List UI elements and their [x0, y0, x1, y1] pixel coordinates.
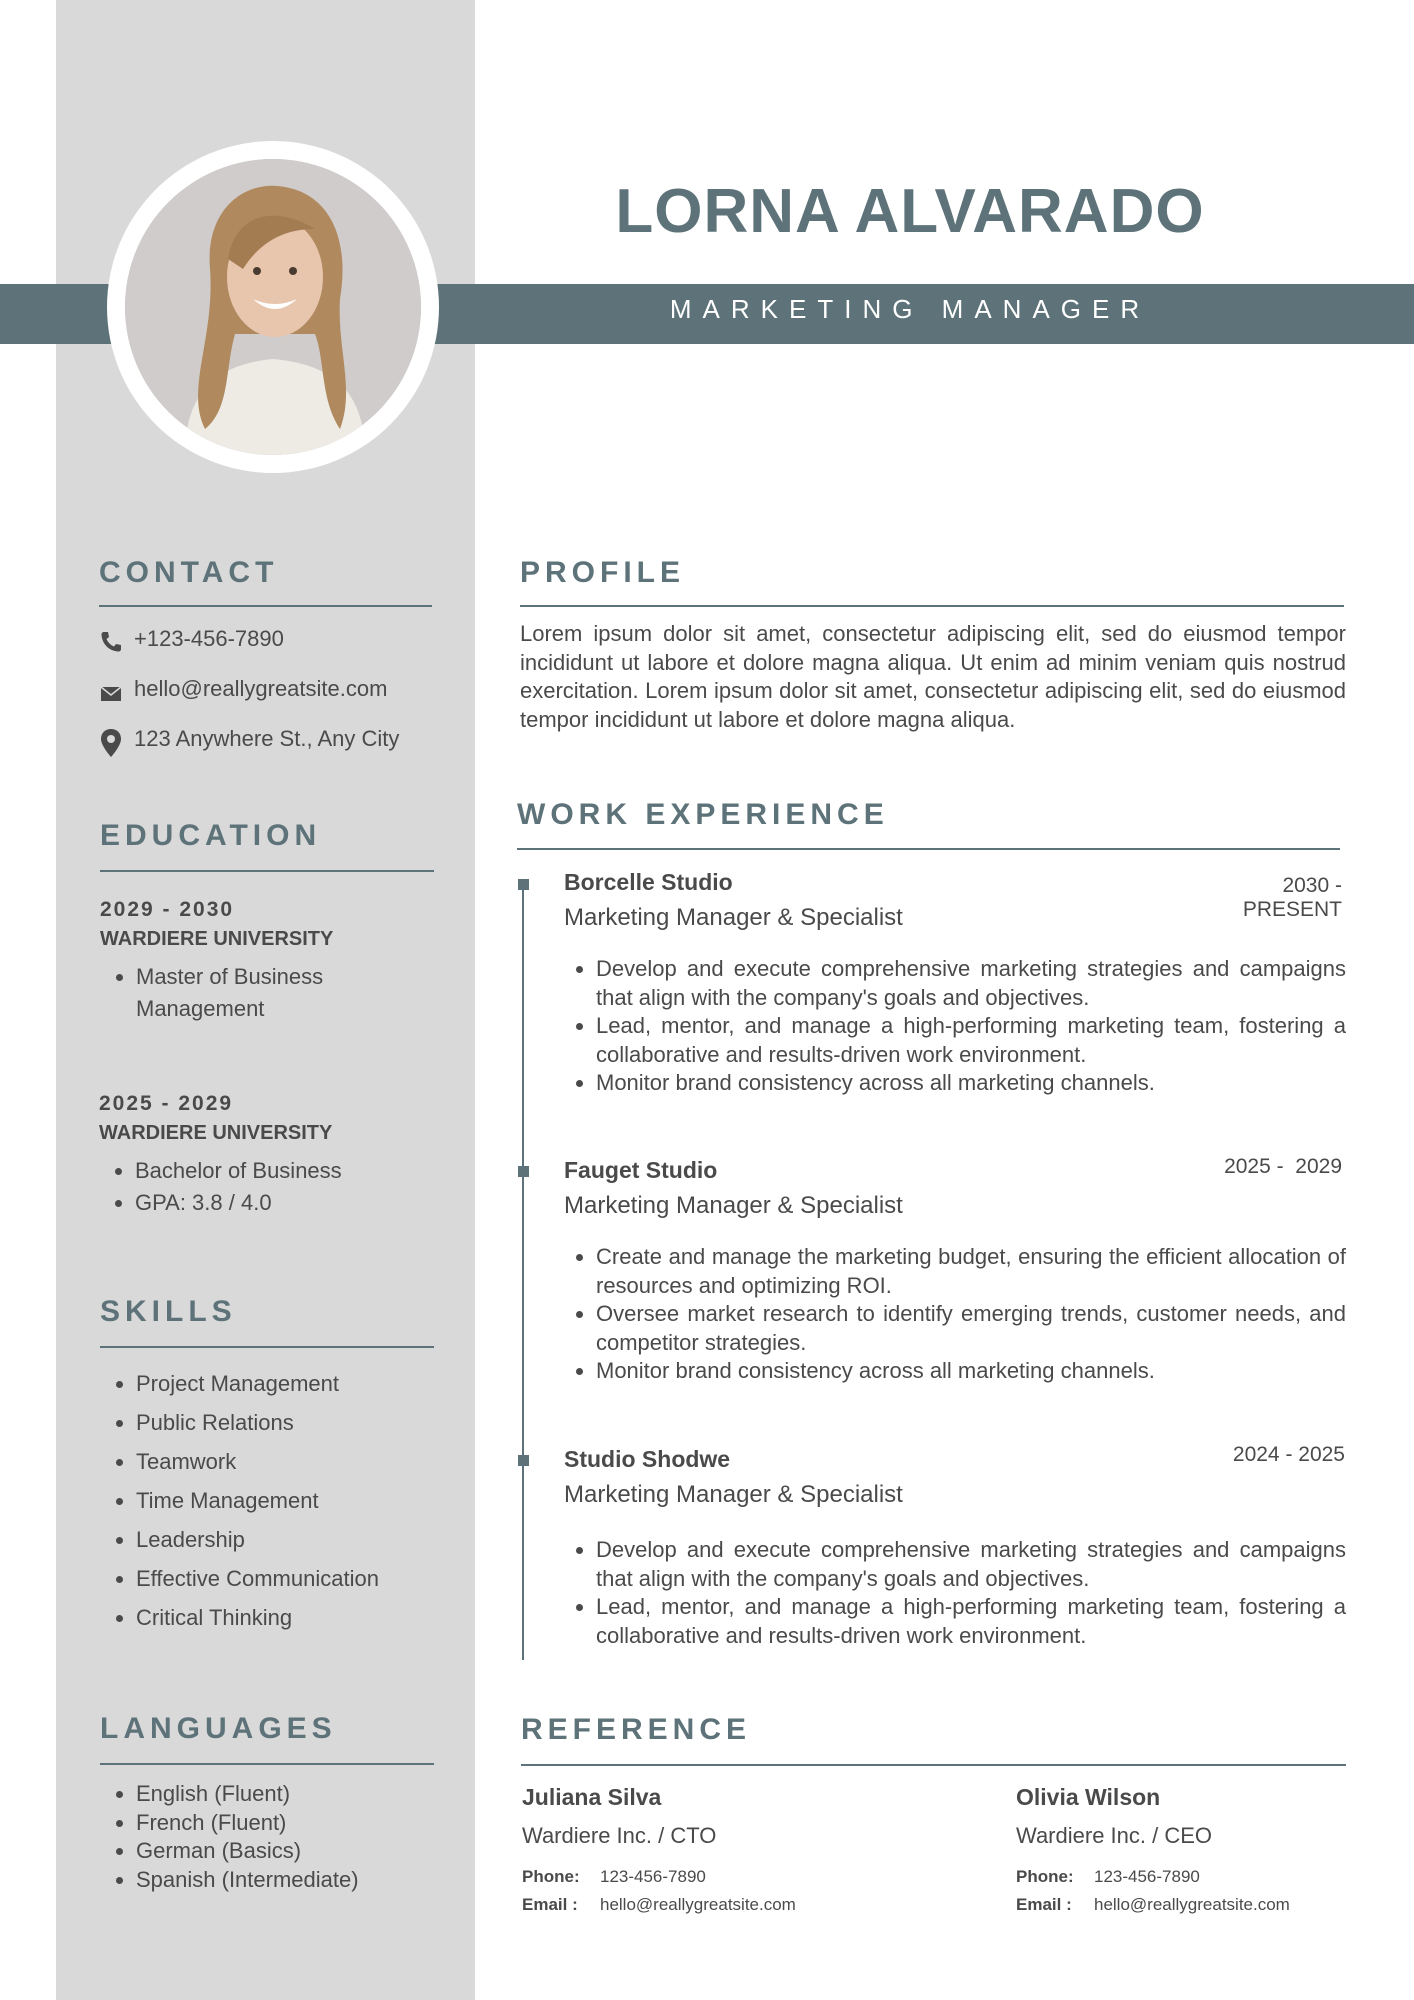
- job-role: Marketing Manager & Specialist: [564, 904, 903, 931]
- job-company: Studio Shodwe: [564, 1446, 731, 1472]
- profile-heading: PROFILE: [520, 556, 686, 589]
- language-item: • German (Basics): [136, 1837, 359, 1866]
- profile-photo: [125, 159, 421, 455]
- contact-phone: +123-456-7890: [134, 626, 284, 651]
- education-years: 2025 - 2029: [99, 1092, 234, 1115]
- reference-name: Olivia Wilson: [1016, 1784, 1161, 1810]
- reference-phone: 123-456-7890: [1094, 1867, 1200, 1886]
- portrait-image: [125, 159, 421, 455]
- timeline-line: [522, 880, 524, 1660]
- candidate-name: LORNA ALVARADO: [615, 177, 1205, 246]
- contact-divider: [99, 605, 432, 607]
- languages-divider: [100, 1763, 434, 1765]
- reference-name: Juliana Silva: [522, 1784, 662, 1810]
- language-item: • French (Fluent): [136, 1809, 359, 1838]
- work-divider: [517, 848, 1340, 850]
- education-degree: • Master of Business Management: [136, 961, 376, 1025]
- job-title: MARKETING MANAGER: [669, 294, 1151, 324]
- job-dates: 2024 - 2025: [1232, 1443, 1345, 1466]
- reference-heading: REFERENCE: [521, 1713, 752, 1746]
- reference-phone: 123-456-7890: [600, 1867, 706, 1886]
- job-dates: 2025 - 2029: [1224, 1155, 1342, 1178]
- language-item: • English (Fluent): [136, 1780, 359, 1809]
- skill-item: • Public Relations: [136, 1403, 379, 1442]
- job-bullet: • Create and manage the marketing budget, ensuring the efficient allocation of resources and optimizing ROI.: [596, 1243, 1346, 1300]
- reference-phone-label: Phone:: [1016, 1867, 1074, 1886]
- education-heading: EDUCATION: [100, 819, 322, 852]
- reference-org: Wardiere Inc. / CEO: [1016, 1823, 1213, 1848]
- job-role: Marketing Manager & Specialist: [564, 1481, 903, 1508]
- job-bullet: • Develop and execute comprehensive marketing strategies and campaigns that align with the company's goals and objectives.: [596, 955, 1346, 1012]
- reference-email: hello@reallygreatsite.com: [1094, 1895, 1290, 1914]
- reference-org: Wardiere Inc. / CTO: [522, 1823, 717, 1848]
- timeline-marker: [518, 1166, 529, 1177]
- skill-item: • Project Management: [136, 1364, 379, 1403]
- job-bullet: • Monitor brand consistency across all marketing channels.: [596, 1357, 1346, 1386]
- language-item: • Spanish (Intermediate): [136, 1866, 359, 1895]
- skill-item: • Critical Thinking: [136, 1598, 379, 1637]
- education-divider: [100, 870, 434, 872]
- phone-icon: [99, 630, 123, 654]
- skill-item: • Time Management: [136, 1481, 379, 1520]
- job-role: Marketing Manager & Specialist: [564, 1192, 903, 1219]
- reference-phone-label: Phone:: [522, 1867, 580, 1886]
- reference-divider: [521, 1764, 1346, 1766]
- skills-heading: SKILLS: [100, 1295, 237, 1328]
- skill-item: • Leadership: [136, 1520, 379, 1559]
- email-icon: [99, 682, 123, 706]
- reference-email-label: Email :: [522, 1895, 578, 1914]
- profile-text: Lorem ipsum dolor sit amet, consectetur adipiscing elit, sed do eiusmod tempor incididunt ut labore et dolore magna aliqua. Ut enim ad minim veniam quis nostrud exercitation. Lorem ipsum dolor sit amet, consectetur adipiscing elit, sed do eiusmod tempor incididunt ut labore et dolore magna aliqua.: [520, 621, 1346, 732]
- skills-divider: [100, 1346, 434, 1348]
- skills-list: [100, 1364, 379, 1637]
- education-years: 2029 - 2030: [100, 898, 235, 921]
- reference-email: hello@reallygreatsite.com: [600, 1895, 796, 1914]
- job-company: Borcelle Studio: [564, 869, 733, 895]
- education-entry: [99, 1092, 429, 1219]
- timeline-marker: [518, 879, 529, 890]
- languages-list: [100, 1780, 359, 1894]
- job-bullets: [560, 955, 1346, 1098]
- job-bullet: • Monitor brand consistency across all marketing channels.: [596, 1069, 1346, 1098]
- contact-email: hello@reallygreatsite.com: [134, 676, 388, 701]
- job-bullet: • Lead, mentor, and manage a high-performing marketing team, fostering a collaborative and results-driven work environment.: [596, 1593, 1346, 1650]
- profile-divider: [520, 605, 1344, 607]
- education-school: WARDIERE UNIVERSITY: [99, 1122, 333, 1144]
- reference-email-label: Email :: [1016, 1895, 1072, 1914]
- job-bullet: • Oversee market research to identify emerging trends, customer needs, and competitor strategies.: [596, 1300, 1346, 1357]
- job-bullet: • Lead, mentor, and manage a high-performing marketing team, fostering a collaborative and results-driven work environment.: [596, 1012, 1346, 1069]
- languages-heading: LANGUAGES: [100, 1712, 337, 1745]
- work-heading: WORK EXPERIENCE: [517, 798, 889, 831]
- job-bullet: • Develop and execute comprehensive marketing strategies and campaigns that align with the company's goals and objectives.: [596, 1536, 1346, 1593]
- skill-item: • Teamwork: [136, 1442, 379, 1481]
- job-company: Fauget Studio: [564, 1157, 718, 1183]
- education-entry: [100, 898, 430, 1025]
- education-school: WARDIERE UNIVERSITY: [100, 928, 334, 950]
- job-bullets: [560, 1536, 1346, 1650]
- job-dates: 2030 - PRESENT: [1242, 874, 1342, 921]
- timeline-marker: [518, 1455, 529, 1466]
- education-degree: • Bachelor of Business: [135, 1155, 429, 1187]
- contact-heading: CONTACT: [99, 556, 279, 589]
- reference-card: [1016, 1784, 1346, 1919]
- reference-card: [522, 1784, 942, 1919]
- skill-item: • Effective Communication: [136, 1559, 379, 1598]
- contact-address: 123 Anywhere St., Any City: [134, 726, 400, 751]
- job-bullets: [560, 1243, 1346, 1386]
- education-gpa: • GPA: 3.8 / 4.0: [135, 1187, 429, 1219]
- location-pin-icon: [99, 728, 123, 752]
